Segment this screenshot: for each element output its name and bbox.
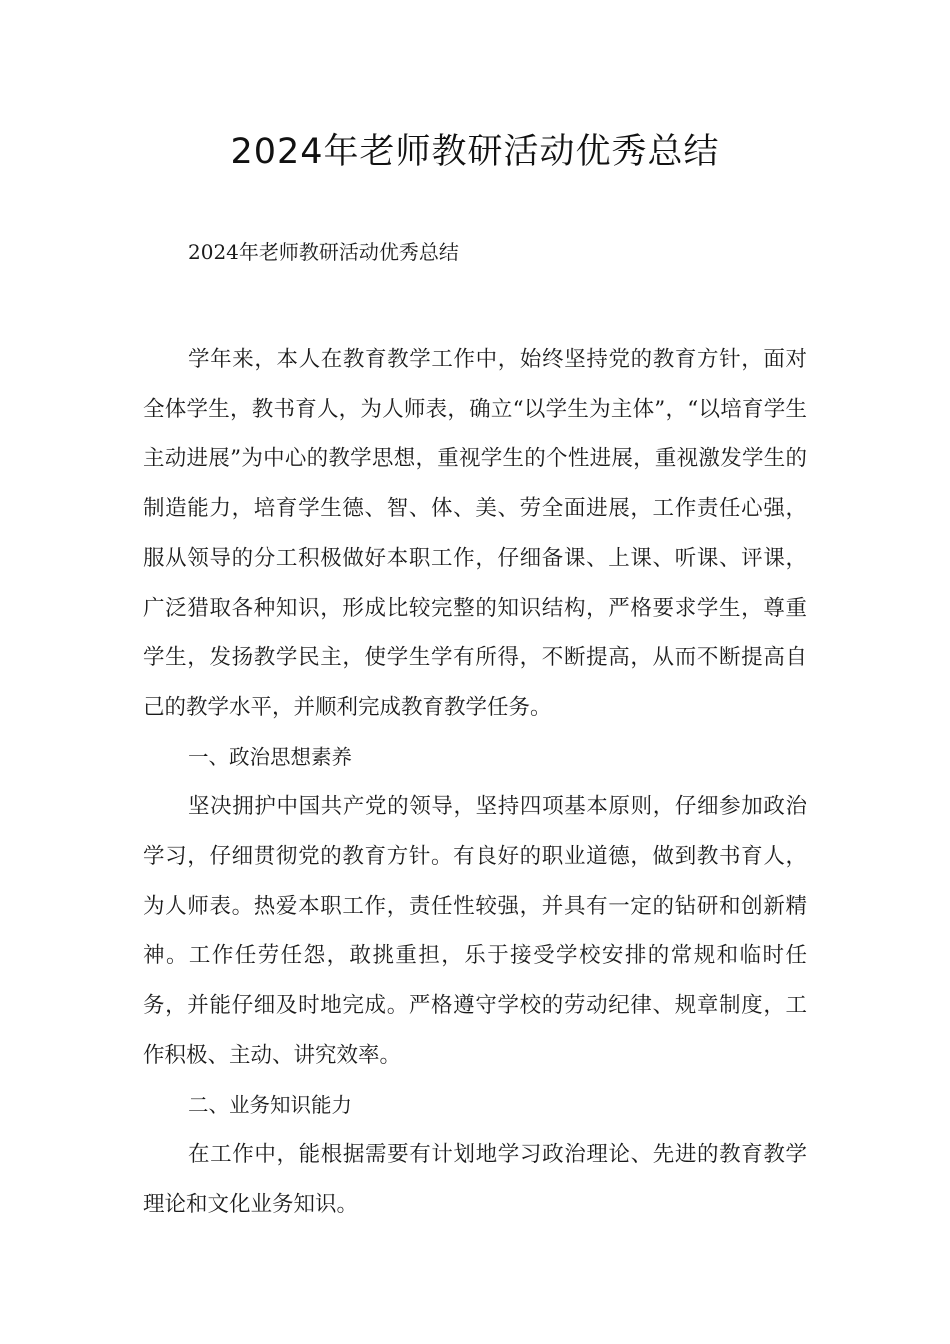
document-title: 2024年老师教研活动优秀总结 bbox=[230, 132, 720, 172]
paragraph-intro: 学年来，本人在教育教学工作中，始终坚持党的教育方针，面对全体学生，教书育人，为人师表，确立“以学生为主体”，“以培育学生主动进展”为中心的教学思想，重视学生的个性进展，重视激发学生的制造能力，培育学生德、智、体、美、劳全面进展，工作责任心强，服从领导的分工积极做好本职工作，仔细备课、上课、听课、评课，广泛猎取各种知识，形成比较完整的知识结构，严格要求学生，尊重学生，发扬教学民主，使学生学有所得，不断提高，从而不断提高自己的教学水平，并顺利完成教育教学任务。 bbox=[143, 347, 807, 720]
section-heading-political: 一、政治思想素养 bbox=[188, 744, 352, 769]
section-heading-professional: 二、业务知识能力 bbox=[188, 1092, 352, 1117]
paragraph-professional: 在工作中，能根据需要有计划地学习政治理论、先进的教育教学理论和文化业务知识。 bbox=[143, 1142, 807, 1217]
document-body bbox=[143, 335, 807, 1230]
paragraph-political: 坚决拥护中国共产党的领导，坚持四项基本原则，仔细参加政治学习，仔细贯彻党的教育方针。有良好的职业道德，做到教书育人，为人师表。热爱本职工作，责任性较强，并具有一定的钻研和创新精神。工作任劳任怨，敢挑重担，乐于接受学校安排的常规和临时任务，并能仔细及时地完成。严格遵守学校的劳动纪律、规章制度，工作积极、主动、讲究效率。 bbox=[143, 794, 807, 1068]
document-subtitle: 2024年老师教研活动优秀总结 bbox=[188, 240, 459, 264]
